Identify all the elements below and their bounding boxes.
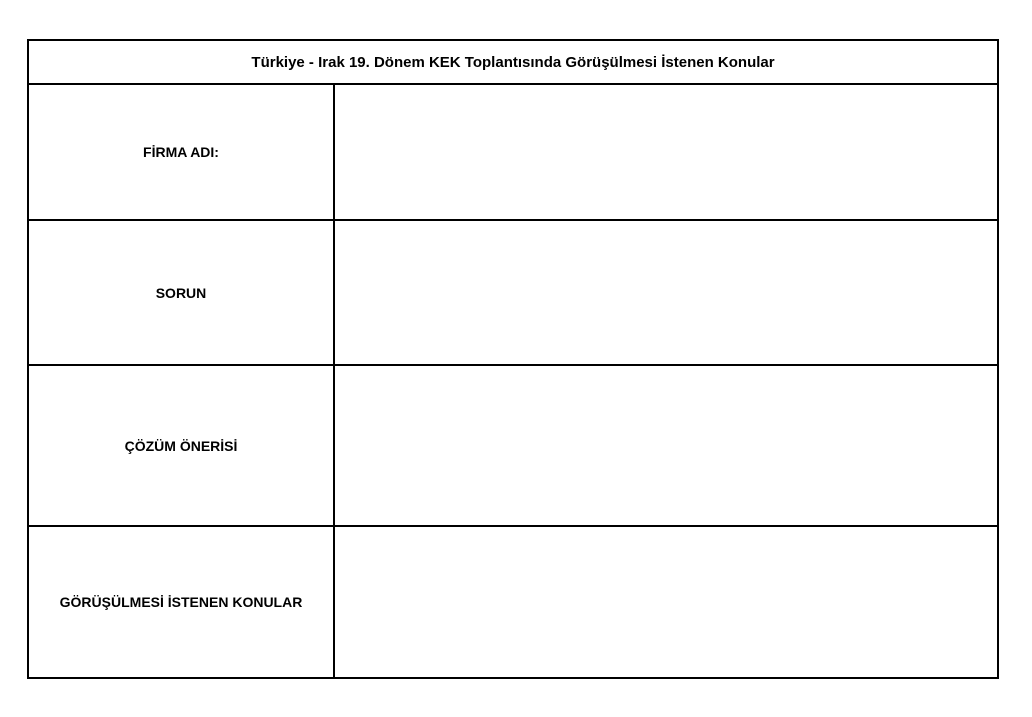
label-firma-adi: FİRMA ADI: xyxy=(29,85,335,219)
label-gorusulmesi-istenen-konular: GÖRÜŞÜLMESİ İSTENEN KONULAR xyxy=(29,527,335,677)
form-title: Türkiye - Irak 19. Dönem KEK Toplantısında Görüşülmesi İstenen Konular xyxy=(29,41,997,85)
value-sorun[interactable] xyxy=(335,221,997,364)
row-firma-adi xyxy=(29,85,997,221)
value-firma-adi[interactable] xyxy=(335,85,997,219)
value-cozum-onerisi[interactable] xyxy=(335,366,997,525)
value-gorusulmesi-istenen-konular[interactable] xyxy=(335,527,997,677)
row-cozum-onerisi xyxy=(29,366,997,527)
row-sorun xyxy=(29,221,997,366)
label-cozum-onerisi: ÇÖZÜM ÖNERİSİ xyxy=(29,366,335,525)
form-table xyxy=(27,39,999,679)
label-sorun: SORUN xyxy=(29,221,335,364)
row-gorusulmesi-istenen-konular xyxy=(29,527,997,677)
